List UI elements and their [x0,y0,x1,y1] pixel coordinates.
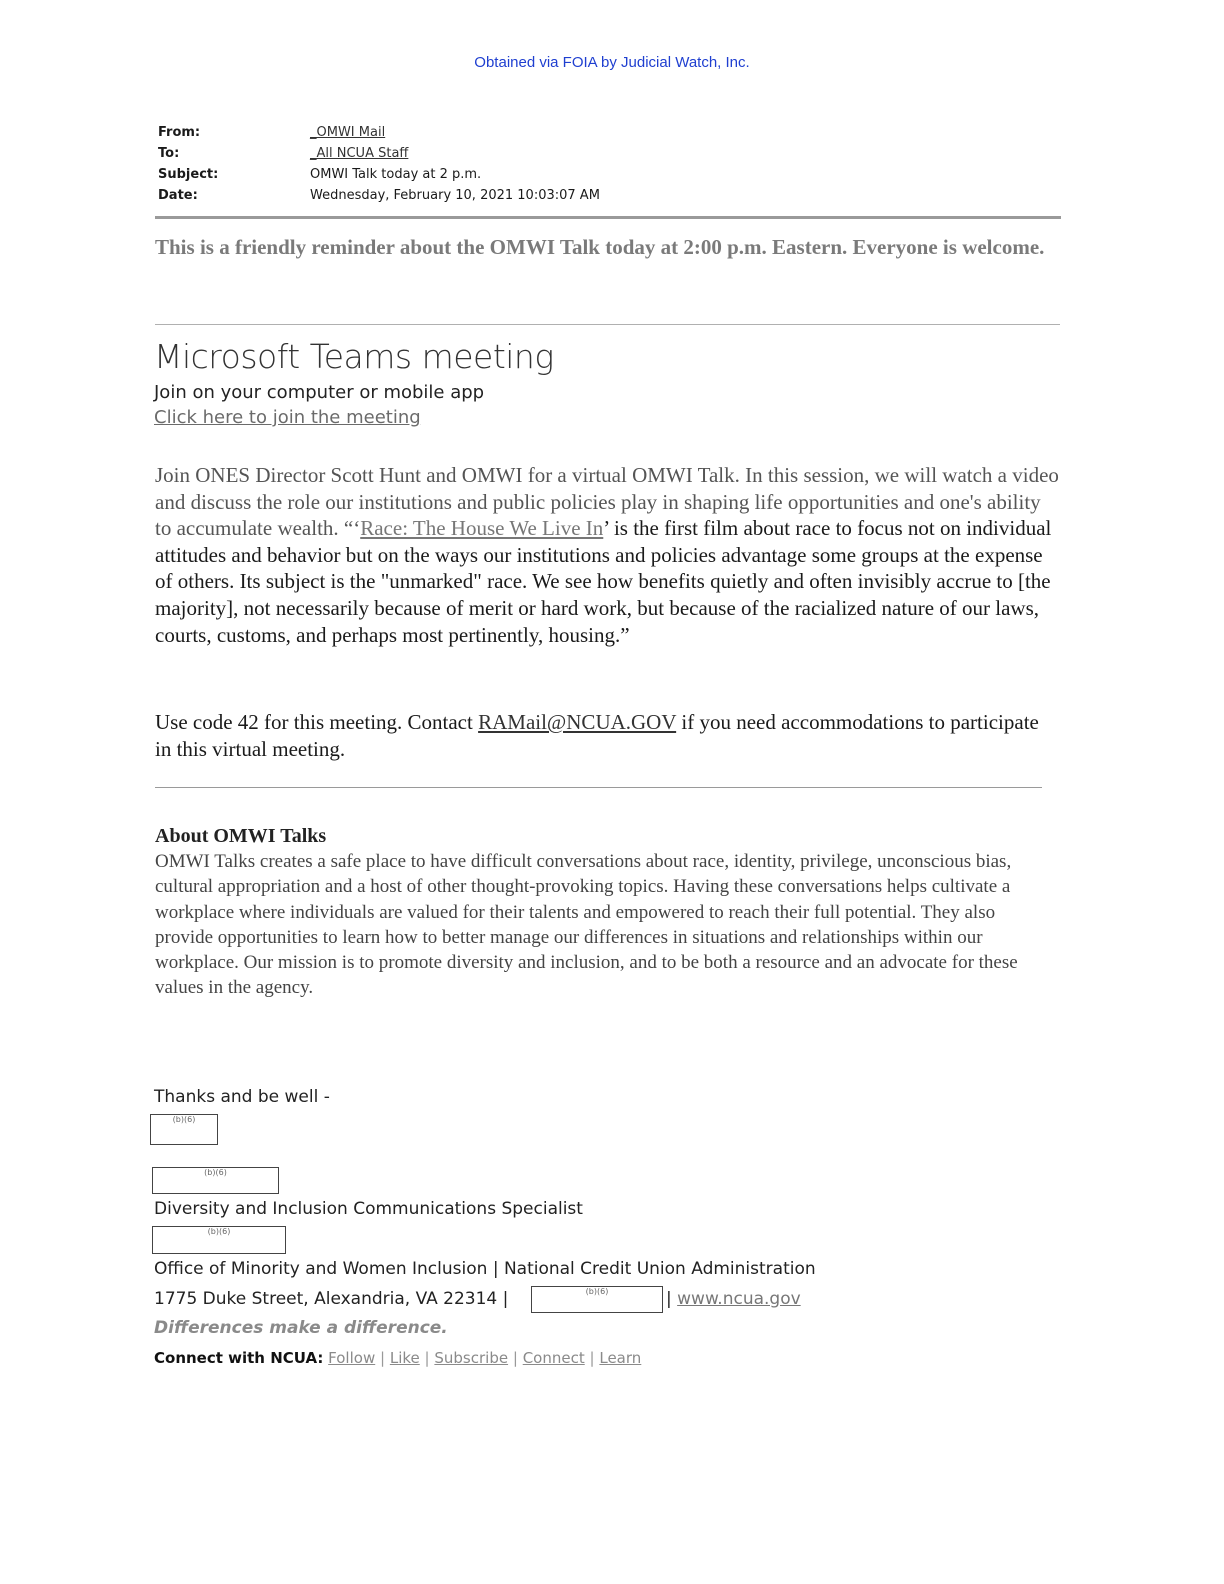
teams-title: Microsoft Teams meeting [154,337,554,376]
header-to [158,143,1062,164]
description-part2: ’ is the first film about race to focus not on individual attitudes and behavior but on the ways our institutions and policies advantage some groups at the expense of others. Its subject is the "unmarked" race. We see how benefits quietly and often invisibly accrue to [the majority], not necessarily because of merit or hard work, but because of the racialized nature of our laws, courts, customs, and perhaps most pertinently, housing.” [155,516,1052,647]
signature-tagline: Differences make a difference. [154,1318,448,1338]
about-body: OMWI Talks creates a safe place to have difficult conversations about race, identity, privilege, unconscious bias, cultural appropriation and a host of other thought-provoking topics. Having these conversations helps cultivate a workplace where individuals are valued for their talents and empowered to reach their full potential. They also provide opportunities to learn how to better manage our differences in situations and relationships within our workplace. Our mission is to promote diversity and inclusion, and to be both a resource and an advocate for these values in the agency. [155,851,1018,999]
link-separator: | [512,1349,518,1367]
header-from [158,122,1062,143]
link-separator: | [424,1349,430,1367]
redaction-box: (b)(6) [150,1114,218,1145]
foia-notice: Obtained via FOIA by Judicial Watch, Inc. [474,54,750,71]
connect-link[interactable]: Connect [522,1349,585,1367]
description-paragraph [155,462,1060,648]
date-value: Wednesday, February 10, 2021 10:03:07 AM [310,188,600,203]
teams-subtitle: Join on your computer or mobile app [154,382,485,403]
header-label: To: [158,146,180,161]
join-meeting-link[interactable]: Click here to join the meeting [154,407,421,428]
header-divider [155,216,1061,219]
learn-link[interactable]: Learn [599,1349,642,1367]
redaction-box: (b)(6) [531,1286,663,1313]
signature-address: 1775 Duke Street, Alexandria, VA 22314 | [154,1289,509,1309]
header-label: Date: [158,188,198,203]
signature-title: Diversity and Inclusion Communications Specialist [154,1199,583,1219]
website-separator: | [666,1289,672,1309]
header-subject [158,164,1062,185]
connect-line [154,1349,641,1367]
website-line [666,1289,801,1309]
signature-office: Office of Minority and Women Inclusion | National Credit Union Administration [154,1259,816,1279]
header-label: Subject: [158,167,219,182]
follow-link[interactable]: Follow [328,1349,376,1367]
reminder-text: This is a friendly reminder about the OMWI Talk today at 2:00 p.m. Eastern. Everyone is welcome. [155,235,1045,259]
redaction-box: (b)(6) [152,1226,286,1254]
connect-label: Connect with NCUA: [154,1349,324,1367]
signature-address-line [154,1289,508,1309]
from-link[interactable]: _OMWI Mail [310,125,386,140]
email-headers [158,122,1062,206]
signature-closing: Thanks and be well - [154,1087,330,1107]
film-link[interactable]: Race: The House We Live In [360,516,604,541]
subject-value: OMWI Talk today at 2 p.m. [310,167,482,182]
link-separator: | [380,1349,386,1367]
description-part1: Join ONES Director Scott Hunt and OMWI for a virtual OMWI Talk. In this session, we will watch a video and discuss the role our institutions and public policies play in shaping life opportunities and one's ability to accumulate wealth. “‘ [155,463,1059,541]
header-date [158,185,1062,206]
like-link[interactable]: Like [389,1349,420,1367]
subscribe-link[interactable]: Subscribe [434,1349,509,1367]
link-separator: | [589,1349,595,1367]
header-label: From: [158,125,201,140]
section-divider [155,324,1060,325]
accommodation-part1: Use code 42 for this meeting. Contact [155,710,479,734]
accommodation-paragraph [155,709,1060,762]
about-divider [155,787,1042,788]
about-heading: About OMWI Talks [155,825,327,847]
website-link[interactable]: www.ncua.gov [677,1289,801,1309]
to-link[interactable]: _All NCUA Staff [310,146,409,161]
accommodation-part2: if you need accommodations to participate in this virtual meeting. [155,710,1039,761]
email-link[interactable]: RAMail@NCUA.GOV [478,710,677,734]
redaction-box: (b)(6) [152,1167,279,1194]
